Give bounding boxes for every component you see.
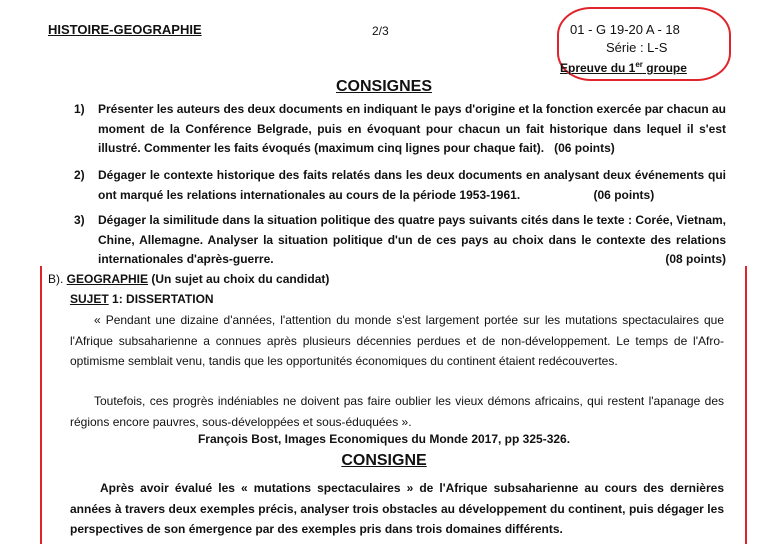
quote-paragraph-1: « Pendant une dizaine d'années, l'attention du monde s'est largement portée sur les mutations spectaculaires que l'Afrique subsaharienne a connues après plusieurs décennies perdues et de non-développement. Le temps de l'Afro-optimisme semblait venu, tandis que les opportunités économiques du continent étaient redécouvertes. [70, 313, 724, 368]
exam-code: 01 - G 19-20 A - 18 [570, 22, 680, 37]
subject-header: HISTOIRE-GEOGRAPHIE [48, 22, 202, 37]
item-text: Dégager le contexte historique des faits relatés dans les deux documents en analysant deux événements qui ont marqué les relations internationales au cours de la période 1953-1961. [98, 168, 726, 202]
item-points: (06 points) [554, 141, 615, 155]
exam-epreuve: Epreuve du 1er groupe [560, 60, 687, 75]
consignes-title: CONSIGNES [335, 78, 432, 95]
page-number: 2/3 [372, 24, 389, 38]
quote-paragraph-2: Toutefois, ces progrès indéniables ne doivent pas faire oublier les vieux démons africains, qui restent l'apanage des régions encore pauvres, sous-développées et sous-éduquées ». [70, 394, 724, 429]
red-margin-line-left [40, 266, 42, 544]
consigne-text: Après avoir évalué les « mutations spectaculaires » de l'Afrique subsaharienne au cours des dernières années à travers deux exemples précis, analyser trois obstacles au développement du continent, puis dégager les perspectives de son émergence par des exemples pris dans trois domaines différents. [70, 481, 724, 536]
item-number: 1) [74, 102, 85, 116]
item-text: Dégager la similitude dans la situation politique des quatre pays suivants cités dans le texte : Corée, Vietnam, Chine, Allemagne. Analyser la situation politique d'un de ces pays au choix dans le contexte des relations internationales d'après-guerre. [98, 213, 726, 266]
section-b-heading: B). GEOGRAPHIE (Un sujet au choix du candidat) [48, 272, 330, 286]
consigne-item-3 [74, 211, 726, 270]
item-points: (08 points) [665, 252, 726, 266]
sujet-heading: SUJET 1: DISSERTATION [70, 292, 214, 306]
item-points: (06 points) [593, 187, 655, 202]
item-text: Présenter les auteurs des deux documents en indiquant le pays d'origine et la fonction exercée par chacun au moment de la Conférence Belgrade, puis en évoquant pour chacun un fait historique dans lequel il s'est illustré. Commenter les faits évoqués (maximum cinq lignes pour chaque fait). [98, 102, 726, 155]
item-number: 2) [74, 168, 85, 182]
item-number: 3) [74, 213, 85, 227]
quote-source: François Bost, Images Economiques du Monde 2017, pp 325-326. [197, 432, 571, 446]
consigne-item-1 [74, 100, 726, 159]
red-margin-line-right [745, 266, 747, 544]
consigne-item-2 [74, 166, 726, 205]
exam-serie: Série : L-S [606, 40, 668, 55]
consigne-title: CONSIGNE [341, 452, 427, 469]
